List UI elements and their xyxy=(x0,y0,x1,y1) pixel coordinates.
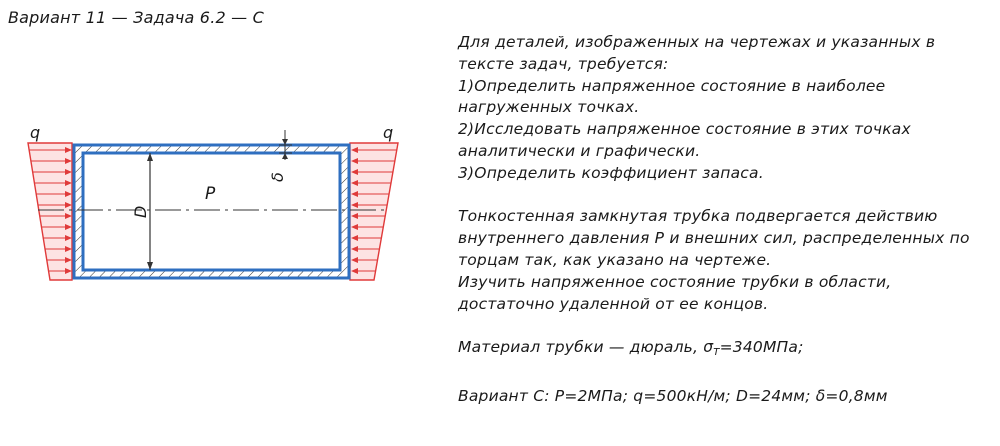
tube-drawing xyxy=(0,0,450,446)
intro-line: 1)Определить напряженное состояние в наиболее xyxy=(458,76,886,95)
task-title: Вариант 11 — Задача 6.2 — С xyxy=(8,8,265,27)
material-prefix: Материал трубки — дюраль, σ xyxy=(458,338,714,357)
material-line xyxy=(458,337,998,364)
description-line: Изучить напряженное состояние трубки в области, xyxy=(458,272,892,291)
description-line: внутреннего давления Р и внешних сил, распределенных по xyxy=(458,229,970,248)
material-subscript: Т xyxy=(713,347,720,359)
label-q-left: q xyxy=(30,123,41,142)
intro-line: 2)Исследовать напряженное состояние в этих точках xyxy=(458,120,911,139)
variant-line: Вариант С: Р=2МПа; q=500кН/м; D=24мм; δ=0,8мм xyxy=(458,386,888,405)
description-line: достаточно удаленной от ее концов. xyxy=(458,294,769,313)
intro-line: 3)Определить коэффициент запаса. xyxy=(458,163,764,182)
intro-line: Для деталей, изображенных на чертежах и указанных в xyxy=(458,33,936,51)
label-q-right: q xyxy=(383,123,394,142)
label-thickness-delta: δ xyxy=(268,172,287,182)
task-text xyxy=(458,32,998,408)
label-pressure-P: P xyxy=(205,184,216,204)
material-suffix: =340МПа; xyxy=(719,338,804,357)
intro-line: аналитически и графически. xyxy=(458,141,701,160)
intro-line: нагруженных точках. xyxy=(458,98,640,117)
description-line: Тонкостенная замкнутая трубка подвергается действию xyxy=(458,207,938,226)
label-diameter-D: D xyxy=(131,205,150,218)
description-line: торцам так, как указано на чертеже. xyxy=(458,250,772,269)
intro-line: тексте задач, требуется: xyxy=(458,54,669,73)
